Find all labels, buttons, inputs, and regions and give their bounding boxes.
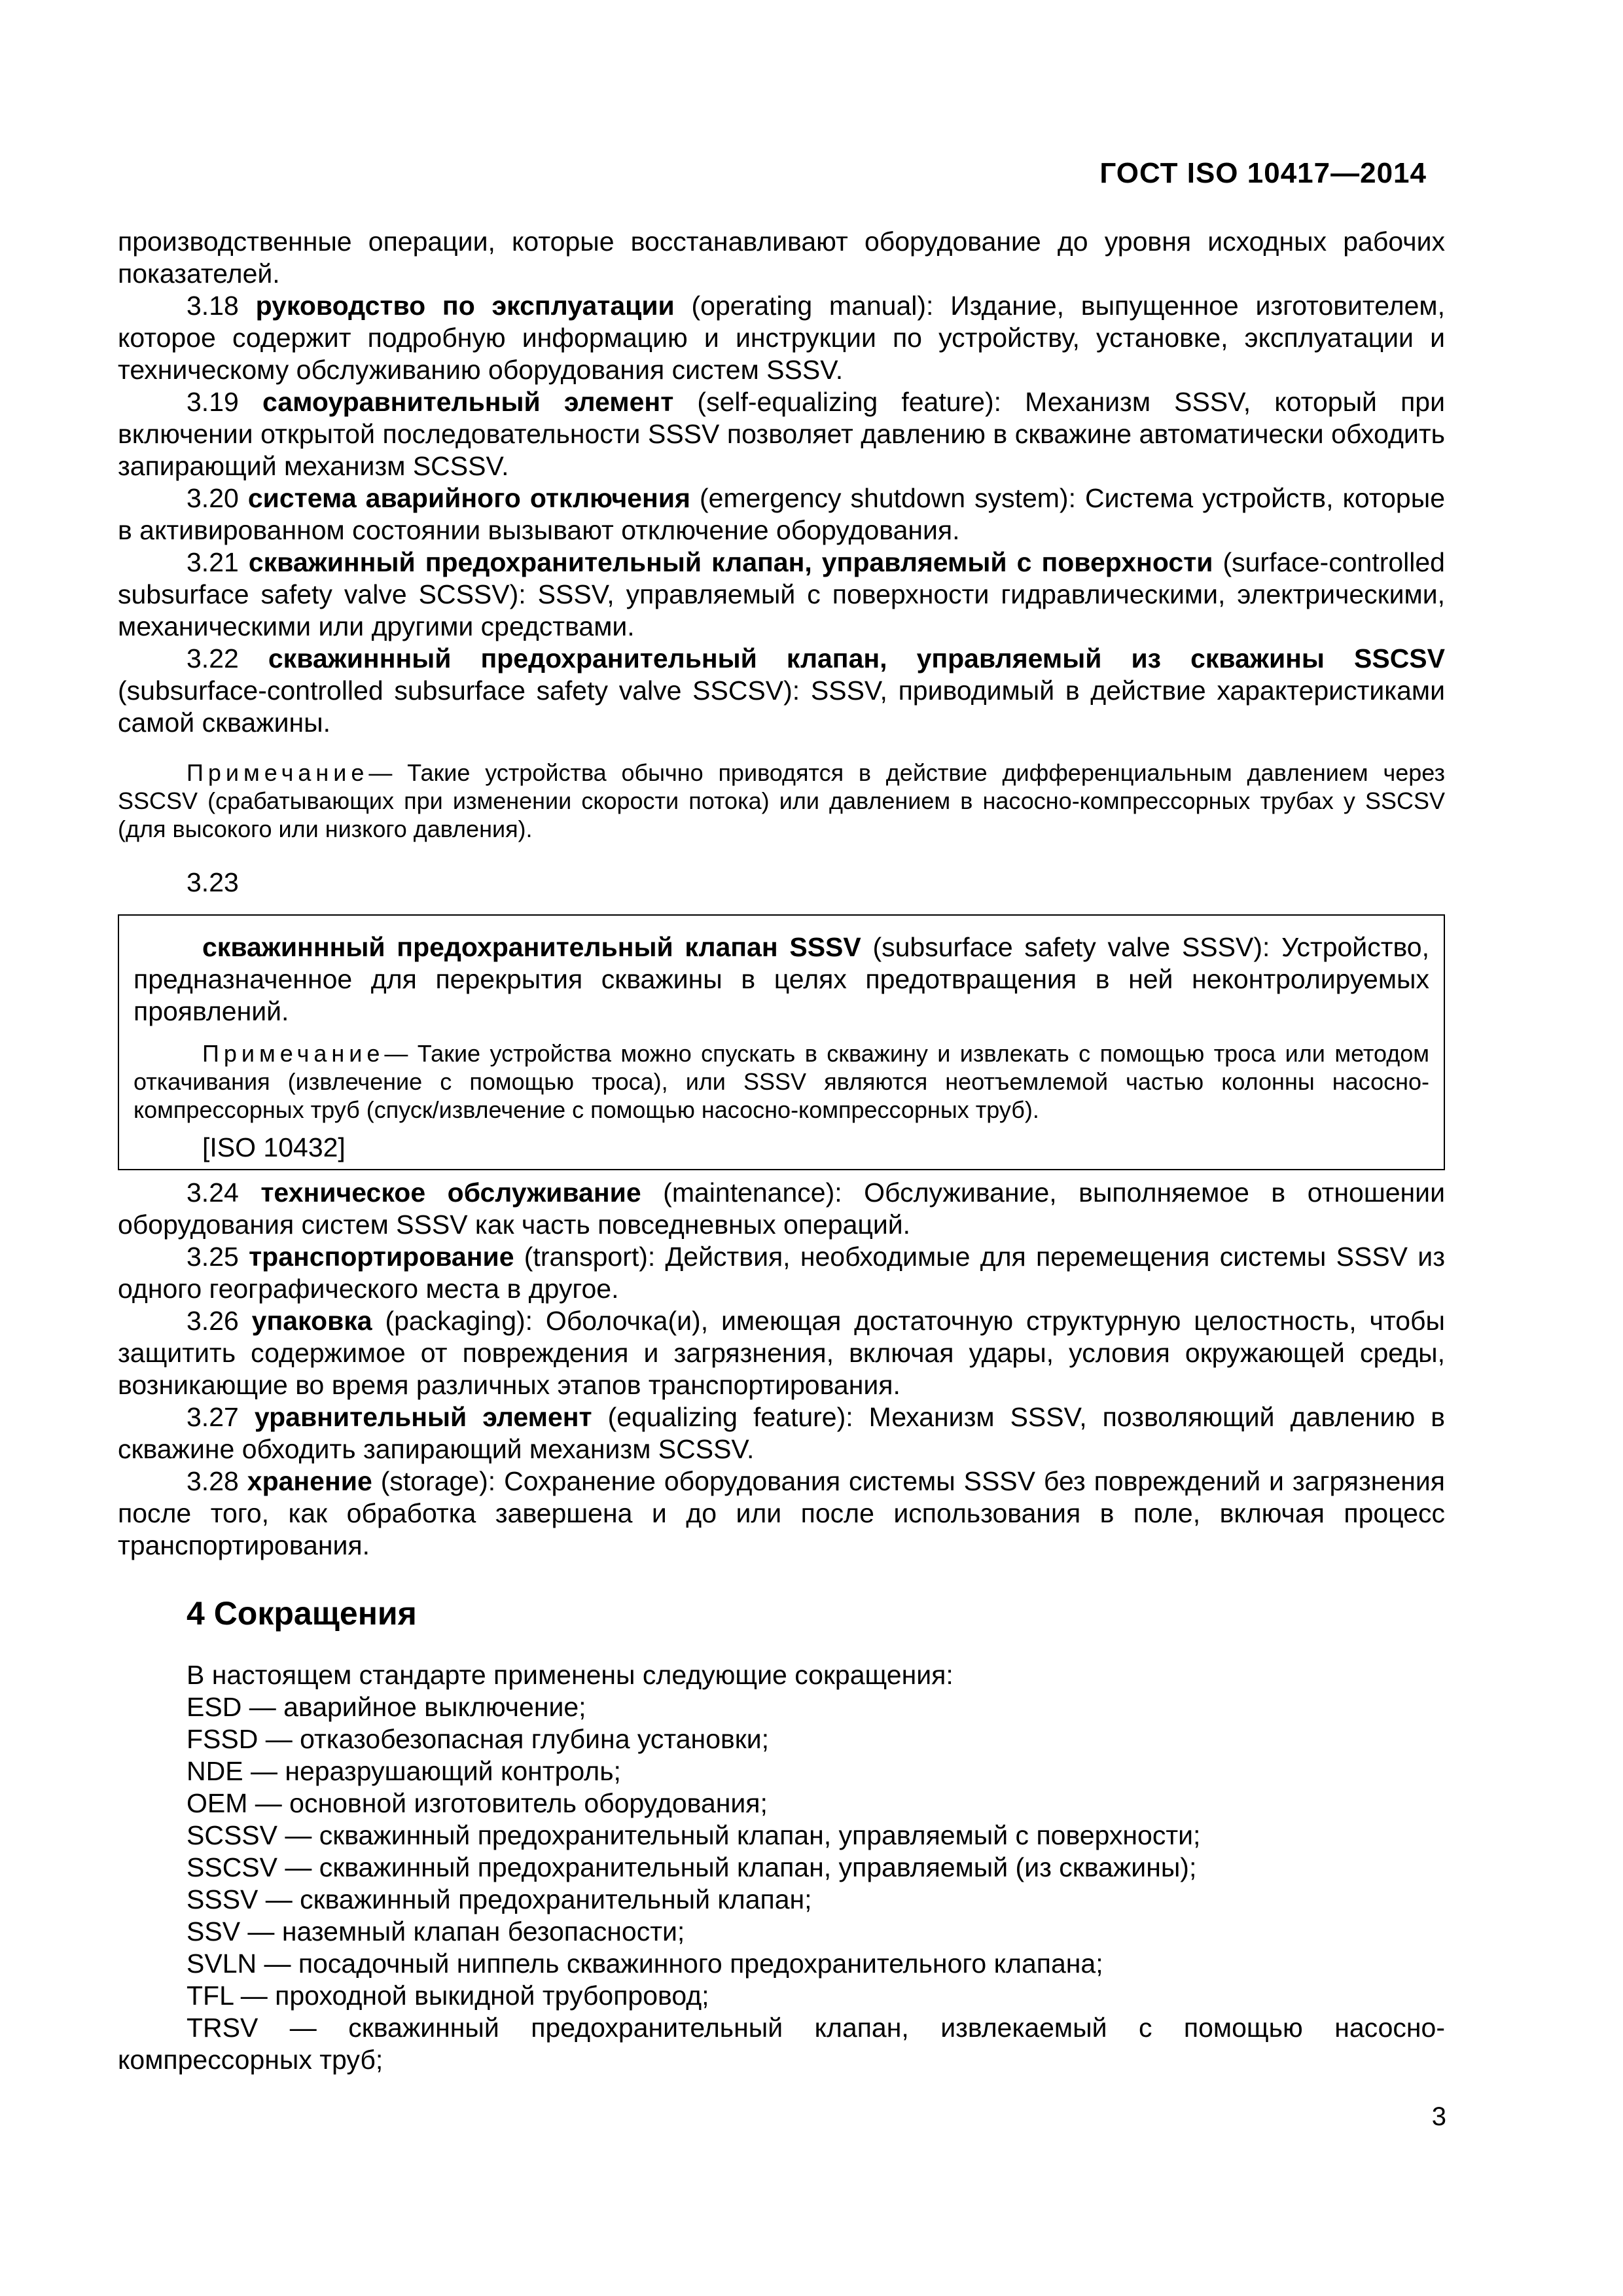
term-definition: (surface-controlled subsurface safety valve SCSSV): SSSV, управляемый с поверхности гидравлическими, электрическими, механическими или другими средствами.	[118, 547, 1445, 641]
abbreviations-list	[118, 1659, 1445, 2076]
abbreviation-item: FSSD — отказобезопасная глубина установки;	[187, 1724, 770, 1754]
term-number: 3.21	[187, 547, 239, 577]
note-label: Примечание	[202, 1040, 385, 1067]
note-paragraph	[118, 759, 1445, 843]
term-entry	[118, 386, 1445, 482]
term-number: 3.22	[187, 643, 239, 673]
term-definition: (self-equalizing feature): Механизм SSSV, который при включении открытой последовательности SSSV позволяет давлению в скважине автоматически обходить запирающий механизм SCSSV.	[118, 387, 1445, 481]
term-name: техническое обслуживание	[260, 1177, 641, 1208]
term-definition: (packaging): Оболочка(и), имеющая достаточную структурную целостность, чтобы защитить содержимое от повреждения и загрязнения, включая удары, условия окружающей среды, возникающие во время различных этапов транспортирования.	[118, 1306, 1445, 1400]
document-body	[118, 226, 1445, 2076]
term-number: 3.25	[187, 1242, 239, 1272]
note-text: — Такие устройства можно спускать в скважину и извлекать с помощью троса или методом откачивания (извлечение с помощью троса), или SSSV являются неотъемлемой частью колонны насосно-компрессорных труб (спуск/извлечение с помощью насосно-компрессорных труб).	[134, 1040, 1429, 1123]
term-entry	[118, 482, 1445, 547]
abbreviation-item: SSCSV — скважинный предохранительный клапан, управляемый (из скважины);	[187, 1852, 1197, 1882]
abbreviation-item: SCSSV — скважинный предохранительный клапан, управляемый с поверхности;	[187, 1820, 1201, 1850]
abbreviation-item: ESD — аварийное выключение;	[187, 1692, 586, 1722]
term-definition: (subsurface-controlled subsurface safety valve SSCSV): SSSV, приводимый в действие характеристиками самой скважины.	[118, 675, 1445, 738]
note-text: — Такие устройства обычно приводятся в действие дифференциальным давлением через SSCSV (срабатывающих при изменении скорости потока) или давлением в насосно-компрессорных трубах у SSCSV (для высокого или низкого давления).	[118, 759, 1445, 842]
term-name: хранение	[247, 1466, 372, 1496]
term-entry	[118, 547, 1445, 643]
term-name: руководство по эксплуатации	[255, 291, 675, 321]
term-name: транспортирование	[249, 1242, 514, 1272]
note-label: Примечание	[187, 759, 369, 786]
term-definition: (subsurface safety valve SSSV): Устройство, предназначенное для перекрытия скважины в целях предотвращения в ней неконтролируемых проявлений.	[134, 932, 1429, 1026]
standard-code: ГОСТ ISO 10417—2014	[1099, 157, 1427, 189]
term-entry	[118, 1177, 1445, 1241]
term-name: самоуравнительный элемент	[262, 387, 674, 417]
term-name: упаковка	[251, 1306, 372, 1336]
term-definition: (storage): Сохранение оборудования системы SSSV без повреждений и загрязнения после того, как обработка завершена и до или после использования в поле, включая процесс транспортирования.	[118, 1466, 1445, 1560]
term-name: скважиннный предохранительный клапан, управляемый из скважины SSCSV	[268, 643, 1445, 673]
boxed-note	[134, 1039, 1429, 1124]
abbreviation-item: SSV — наземный клапан безопасности;	[187, 1916, 685, 1946]
term-number: 3.19	[187, 387, 239, 417]
source-reference: [ISO 10432]	[202, 1132, 346, 1162]
term-number: 3.24	[187, 1177, 239, 1208]
term-number: 3.28	[187, 1466, 239, 1496]
term-number: 3.27	[187, 1402, 239, 1432]
term-entry	[118, 290, 1445, 386]
term-definition: (operating manual): Издание, выпущенное изготовителем, которое содержит подробную информацию и инструкции по устройству, установке, эксплуатации и техническому обслуживанию оборудования систем SSSV.	[118, 291, 1445, 385]
terms-group-b	[118, 1177, 1445, 1562]
abbreviation-item: OEM — основной изготовитель оборудования;	[187, 1788, 768, 1818]
term-definition: (equalizing feature): Механизм SSSV, позволяющий давлению в скважине обходить запирающий механизм SCSSV.	[118, 1402, 1445, 1464]
term-name: система аварийного отключения	[247, 483, 690, 513]
term-entry	[118, 1465, 1445, 1562]
term-entry	[118, 1241, 1445, 1305]
term-definition: (maintenance): Обслуживание, выполняемое в отношении оборудования систем SSSV как часть повседневных операций.	[118, 1177, 1445, 1240]
term-name: скважиннный предохранительный клапан SSSV	[202, 932, 861, 962]
term-number: 3.18	[187, 291, 239, 321]
boxed-term	[118, 914, 1445, 1170]
abbreviations-intro: В настоящем стандарте применены следующие сокращения:	[187, 1660, 954, 1690]
term-definition: (transport): Действия, необходимые для перемещения системы SSSV из одного географического места в другое.	[118, 1242, 1445, 1304]
intro-paragraph: производственные операции, которые восстанавливают оборудование до уровня исходных рабочих показателей.	[118, 226, 1445, 289]
term-entry	[118, 643, 1445, 739]
term-entry	[118, 1401, 1445, 1465]
term-name: уравнительный элемент	[254, 1402, 592, 1432]
abbreviation-item: SVLN — посадочный ниппель скважинного предохранительного клапана;	[187, 1948, 1103, 1979]
abbreviation-item: TFL — проходной выкидной трубопровод;	[187, 1981, 709, 2011]
page-number: 3	[1431, 2102, 1446, 2131]
term-entry	[118, 1305, 1445, 1401]
boxed-term-number: 3.23	[187, 867, 239, 897]
boxed-term-definition	[134, 931, 1429, 1028]
abbreviation-item: SSSV — скважинный предохранительный клапан;	[187, 1884, 812, 1914]
term-number: 3.26	[187, 1306, 239, 1336]
term-name: скважинный предохранительный клапан, управляемый с поверхности	[248, 547, 1213, 577]
section-heading: 4 Сокращения	[187, 1595, 417, 1632]
terms-group-a	[118, 290, 1445, 739]
abbreviation-item: NDE — неразрушающий контроль;	[187, 1756, 621, 1786]
term-number: 3.20	[187, 483, 239, 513]
abbreviation-item: TRSV — скважинный предохранительный клапан, извлекаемый с помощью насосно-компрессорных труб;	[118, 2013, 1445, 2075]
term-definition: (emergency shutdown system): Система устройств, которые в активированном состоянии вызывают отключение оборудования.	[118, 483, 1445, 545]
